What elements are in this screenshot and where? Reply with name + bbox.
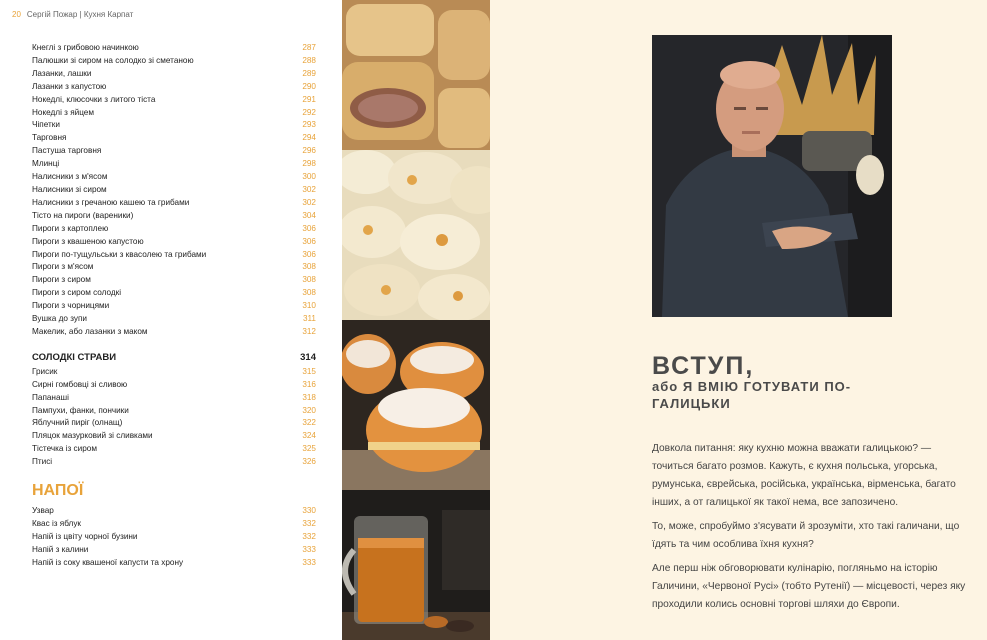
toc-list-3 (32, 505, 316, 570)
author-portrait (652, 35, 892, 317)
toc-entry-label: Пастуша тарговня (32, 146, 102, 156)
toc-entry (32, 171, 316, 184)
toc-entry-label: Напій з калини (32, 544, 89, 554)
toc-entry-page: 333 (302, 544, 316, 554)
toc-entry-page: 294 (302, 133, 316, 143)
toc-entry-label: Квас із яблук (32, 519, 82, 528)
toc-entry (32, 417, 316, 430)
toc-page (0, 0, 342, 640)
toc-entry-label: Вушка до зупи (32, 314, 87, 324)
intro-paragraph-3: Але перш ніж обговорювати кулінарію, погляньмо на історію Галичини, «Червоної Русі» (тобто Рутенії) — місцевості, через яку проходили колись основні торгові шляхи до Європи. (652, 563, 966, 610)
toc-entry-page: 330 (302, 506, 316, 516)
toc-entry-label: Пироги з м'ясом (32, 262, 94, 272)
toc-entry-label: Пироги з картоплею (32, 223, 109, 233)
header-text: Сергій Пожар | Кухня Карпат (26, 10, 134, 19)
intro-title: ВСТУП, (652, 352, 755, 380)
toc-entry-page: 308 (302, 262, 316, 272)
toc-entry (32, 313, 316, 326)
toc-entry-label: Сирні гомбовці зі сливою (32, 379, 128, 389)
toc-entry-page: 290 (302, 81, 316, 91)
toc-section-drinks: НАПОЇ (32, 482, 84, 500)
toc-entry-page: 306 (302, 236, 316, 246)
toc-list-2 (32, 366, 316, 469)
photo-pancakes (342, 0, 490, 150)
photo-varenyky (342, 150, 490, 320)
toc-entry (32, 261, 316, 274)
photo-donuts (342, 320, 490, 490)
table-of-contents (32, 42, 316, 570)
toc-entry (32, 94, 316, 107)
toc-entry-label: Лазанки з капустою (32, 81, 107, 91)
toc-entry (32, 379, 316, 392)
toc-entry (32, 366, 316, 379)
toc-entry-label: Нокедлі, клюсочки з литого тіста (32, 94, 156, 104)
toc-entry (32, 274, 316, 287)
toc-entry-page: 293 (302, 120, 316, 130)
toc-entry (32, 68, 316, 81)
toc-entry (32, 443, 316, 456)
toc-entry (32, 392, 316, 405)
toc-entry-label: Палюшки зі сиром на солодко зі сметаною (32, 55, 194, 65)
toc-entry (32, 210, 316, 223)
toc-entry-label: Лазанки, лашки (32, 68, 92, 78)
toc-entry-label: Нокедлі з яйцем (32, 107, 94, 117)
toc-entry-page: 296 (302, 146, 316, 156)
toc-entry (32, 405, 316, 418)
food-photo-strip (342, 0, 490, 640)
section-page: 314 (300, 351, 316, 363)
intro-paragraph-1: Довкола питання: яку кухню можна вважати галицькою? — точиться багато розмов. Кажуть, є кухня польська, угорська, румунська, єврейська, російська, українська, вірменська, багато інших, а от галицької як такої нема, все запозичено. (652, 443, 956, 508)
toc-entry-label: Яблучний пиріг (олнащ) (32, 418, 123, 428)
toc-entry-label: Макелик, або лазанки з маком (32, 326, 148, 336)
toc-entry-page: 333 (302, 557, 316, 567)
toc-entry-page: 326 (302, 457, 316, 467)
toc-entry (32, 158, 316, 171)
toc-entry-page: 302 (302, 184, 316, 194)
toc-entry-page: 311 (302, 314, 316, 324)
toc-entry-label: Налисники з м'ясом (32, 172, 108, 182)
toc-entry-label: Пироги з сиром солодкі (32, 288, 122, 298)
section-title: СОЛОДКІ СТРАВИ (32, 351, 117, 363)
toc-entry (32, 430, 316, 443)
toc-entry-label: Тістечка із сиром (32, 444, 97, 454)
toc-entry (32, 456, 316, 469)
toc-entry (32, 518, 316, 531)
toc-entry (32, 42, 316, 55)
toc-entry (32, 184, 316, 197)
toc-entry-page: 315 (302, 366, 316, 376)
toc-entry (32, 531, 316, 544)
toc-entry-label: Пироги з сиром (32, 275, 91, 285)
toc-entry-page: 306 (302, 249, 316, 259)
toc-entry-page: 308 (302, 288, 316, 298)
toc-entry-page: 318 (302, 392, 316, 402)
toc-list-1 (32, 42, 316, 339)
toc-entry-page: 292 (302, 107, 316, 117)
toc-entry (32, 223, 316, 236)
toc-entry-label: Пляцок мазурковий зі сливками (32, 431, 153, 441)
toc-entry (32, 132, 316, 145)
toc-entry-label: Пироги по-тущульськи з квасолею та грибами (32, 249, 207, 259)
toc-entry-label: Пироги з чорницями (32, 301, 110, 311)
toc-entry-label: Чіпетки (32, 120, 60, 130)
toc-entry-page: 324 (302, 431, 316, 441)
intro-paragraph-2: То, може, спробуймо з'ясувати й зрозуміти, хто такі галичани, що їдять та чим особлива їхня кухня? (652, 521, 960, 550)
toc-entry (32, 145, 316, 158)
toc-entry-page: 312 (302, 326, 316, 336)
toc-entry-page: 306 (302, 223, 316, 233)
toc-section-sweets (32, 352, 316, 363)
toc-entry-page: 300 (302, 172, 316, 182)
page-number: 20 (12, 10, 21, 19)
toc-entry-label: Кнеглі з грибовою начинкою (32, 43, 139, 52)
toc-entry (32, 300, 316, 313)
toc-entry-label: Тісто на пироги (вареники) (32, 210, 134, 220)
toc-entry (32, 557, 316, 570)
intro-subtitle: або Я ВМІЮ ГОТУВАТИ ПО-ГАЛИЦЬКИ (652, 379, 852, 411)
toc-entry-label: Млинці (32, 159, 60, 169)
running-header (12, 10, 133, 19)
toc-entry-page: 288 (302, 55, 316, 65)
toc-entry-label: Узвар (32, 506, 54, 516)
toc-entry-label: Напій із цвіту чорної бузини (32, 531, 138, 541)
toc-entry (32, 505, 316, 518)
toc-entry-page: 325 (302, 444, 316, 454)
toc-entry (32, 107, 316, 120)
toc-entry-page: 320 (302, 405, 316, 415)
toc-entry (32, 326, 316, 339)
toc-entry-label: Птисі (32, 457, 53, 467)
toc-entry-label: Папанаші (32, 392, 69, 402)
toc-entry-page: 332 (302, 531, 316, 541)
toc-entry (32, 249, 316, 262)
toc-entry-page: 298 (302, 159, 316, 169)
toc-entry-page: 310 (302, 301, 316, 311)
toc-entry-label: Грисик (32, 366, 58, 376)
toc-entry (32, 119, 316, 132)
toc-entry-label: Налисники з гречаною кашею та грибами (32, 197, 190, 207)
toc-entry-page: 322 (302, 418, 316, 428)
toc-entry (32, 197, 316, 210)
toc-entry-page: 287 (302, 43, 316, 52)
photo-kvass-drink (342, 490, 490, 640)
toc-entry-page: 332 (302, 519, 316, 528)
toc-entry-label: Тарговня (32, 133, 67, 143)
toc-entry-label: Пироги з квашеною капустою (32, 236, 144, 246)
toc-entry (32, 236, 316, 249)
toc-entry (32, 544, 316, 557)
toc-entry-page: 316 (302, 379, 316, 389)
toc-entry-label: Налисники зі сиром (32, 184, 107, 194)
toc-entry-page: 289 (302, 68, 316, 78)
toc-entry-page: 291 (302, 94, 316, 104)
toc-entry-page: 304 (302, 210, 316, 220)
toc-entry-label: Напій із соку квашеної капусти та хрону (32, 557, 184, 567)
toc-entry (32, 55, 316, 68)
toc-entry (32, 287, 316, 300)
toc-entry-label: Пампухи, фанки, пончики (32, 405, 129, 415)
toc-entry-page: 302 (302, 197, 316, 207)
toc-entry-page: 308 (302, 275, 316, 285)
toc-entry (32, 81, 316, 94)
